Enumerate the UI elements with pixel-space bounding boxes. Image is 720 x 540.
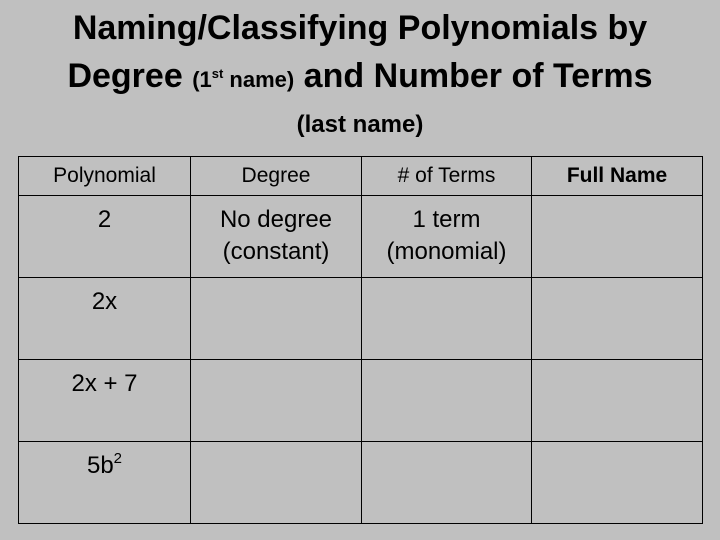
terms-text: 1 term (412, 206, 481, 233)
polynomial-exponent: 2 (113, 450, 123, 467)
title-first-name-open: (1 (192, 67, 212, 92)
title-first-name-note (192, 67, 294, 92)
polynomial-table (18, 156, 703, 524)
cell-polynomial: 2x + 7 (19, 360, 191, 442)
cell-degree (191, 442, 362, 524)
title-degree-text: Degree (67, 57, 193, 95)
header-polynomial: Polynomial (19, 157, 191, 196)
cell-degree (191, 360, 362, 442)
degree-classification: (constant) (222, 238, 330, 265)
degree-text: No degree (219, 206, 333, 233)
title-terms-text: and Number of Terms (294, 57, 653, 95)
title-superscript: st (211, 66, 224, 81)
cell-num-terms (362, 196, 532, 278)
title-last-name-note: (last name) (296, 111, 424, 138)
cell-num-terms (362, 360, 532, 442)
terms-classification: (monomial) (386, 238, 507, 265)
cell-polynomial: 2x (19, 278, 191, 360)
table-row (19, 360, 703, 442)
table-row (19, 278, 703, 360)
header-degree: Degree (191, 157, 362, 196)
title-line-1: Naming/Classifying Polynomials by (72, 9, 648, 47)
cell-degree (191, 196, 362, 278)
title-line-2 (0, 52, 720, 104)
cell-polynomial: 2 (19, 196, 191, 278)
cell-polynomial (19, 442, 191, 524)
header-num-terms: # of Terms (362, 157, 532, 196)
cell-full-name (532, 278, 703, 360)
cell-full-name (532, 442, 703, 524)
table-row (19, 442, 703, 524)
polynomial-base: 5b (86, 452, 114, 479)
slide-title (0, 4, 720, 142)
table-header-row (19, 157, 703, 196)
cell-full-name (532, 360, 703, 442)
cell-num-terms (362, 278, 532, 360)
header-full-name: Full Name (532, 157, 703, 196)
cell-num-terms (362, 442, 532, 524)
title-first-name-close: name) (223, 67, 295, 92)
table-row (19, 196, 703, 278)
cell-full-name (532, 196, 703, 278)
cell-degree (191, 278, 362, 360)
